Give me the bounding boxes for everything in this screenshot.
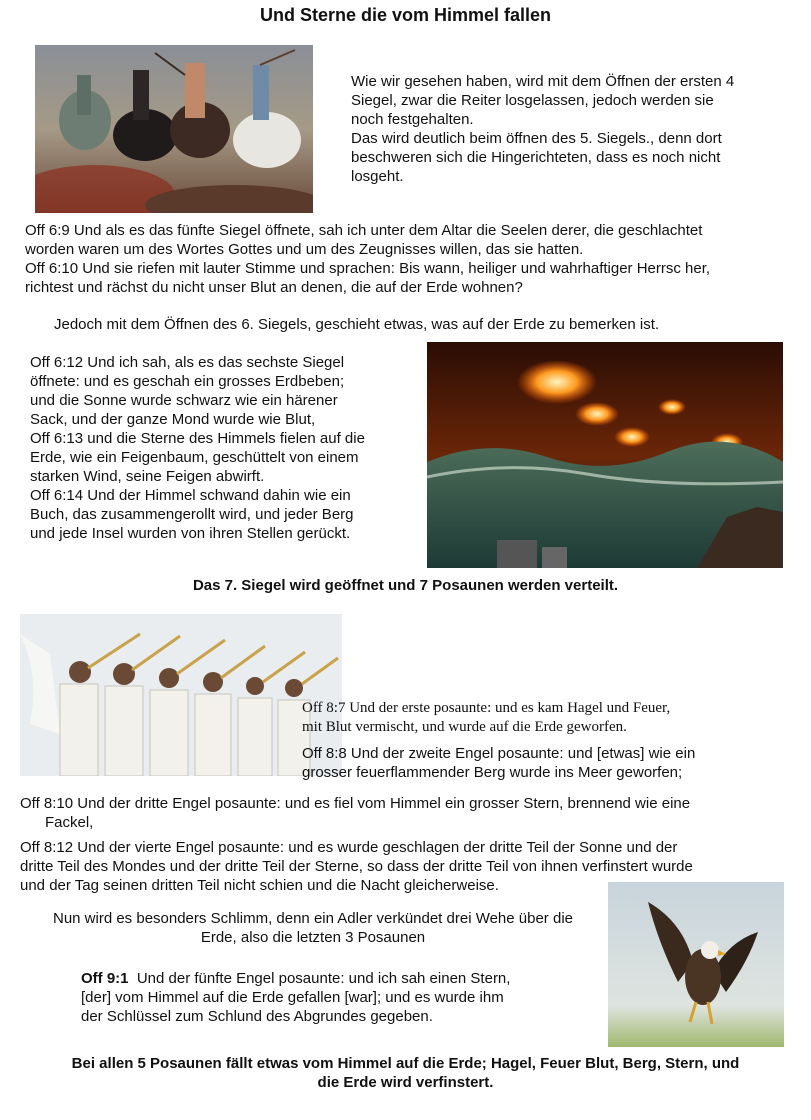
text-line: Erde, wie ein Feigenbaum, geschüttelt von einem — [30, 449, 359, 466]
text-line: Fackel, — [45, 814, 94, 831]
verse-block-off-8-8 — [302, 744, 695, 782]
intro-paragraph — [351, 72, 734, 186]
text-line: beschweren sich die Hingerichteten, dass es noch nicht — [351, 149, 721, 166]
falling-stars-sea-image — [427, 342, 783, 568]
text-line: losgeht. — [351, 168, 404, 185]
text-line: Off 8:12 Und der vierte Engel posaunte: und es wurde geschlagen der dritte Teil der Sonne und der — [20, 839, 678, 856]
text-line: und der Tag seinen dritten Teil nicht schien und die Nacht gleicherweise. — [20, 877, 499, 894]
eagle-image — [608, 882, 784, 1047]
text-line: Off 6:13 und die Sterne des Himmels fielen auf die — [30, 430, 365, 447]
text-line: Off 8:8 Und der zweite Engel posaunte: und [etwas] wie ein — [302, 745, 696, 762]
text-line: grosser feuerflammender Berg wurde ins Meer geworfen; — [302, 764, 683, 781]
text-line: Buch, das zusammengerollt wird, und jeder Berg — [30, 506, 354, 523]
text-line: Bei allen 5 Posaunen fällt etwas vom Himmel auf die Erde; Hagel, Feuer Blut, Berg, Stern, und — [71, 1055, 740, 1072]
text-line: und die Sonne wurde schwarz wie ein härener — [30, 392, 338, 409]
verse-block-off-6-9 — [25, 221, 710, 297]
page-title: Und Sterne die vom Himmel fallen — [259, 5, 552, 25]
text-line: worden waren um des Wortes Gottes und um des Zeugnisses willen, das sie hatten. — [25, 241, 584, 258]
text-line: Wie wir gesehen haben, wird mit dem Öffnen der ersten 4 — [351, 73, 735, 90]
verse-block-off-8-12 — [20, 838, 693, 895]
text-line: Nun wird es besonders Schlimm, denn ein Adler verkündet drei Wehe über die — [52, 910, 573, 927]
verse-block-off-8-10 — [20, 794, 690, 832]
seventh-seal-heading: Das 7. Siegel wird geöffnet und 7 Posaunen werden verteilt. — [192, 577, 619, 594]
text-line: Siegel, zwar die Reiter losgelassen, jedoch werden sie — [351, 92, 714, 109]
text-line: Off 6:12 Und ich sah, als es das sechste Siegel — [30, 354, 345, 371]
eagle-paragraph — [20, 909, 606, 947]
text-line: richtest und rächst du nicht unser Blut an denen, die auf der Erde wohnen? — [25, 279, 523, 296]
text-line: Off 6:9 Und als es das fünfte Siegel öffnete, sah ich unter dem Altar die Seelen derer, die geschlachtet — [25, 222, 703, 239]
text-line: Das wird deutlich beim öffnen des 5. Siegels., denn dort — [351, 130, 722, 147]
verse-block-off-6-12 — [30, 353, 365, 543]
text-line: Off 8:10 Und der dritte Engel posaunte: und es fiel vom Himmel ein grosser Stern, brennend wie eine — [20, 795, 691, 812]
four-horsemen-painting — [35, 45, 313, 213]
text-line: der Schlüssel zum Schlund des Abgrundes gegeben. — [81, 1008, 433, 1025]
text-line: Erde, also die letzten 3 Posaunen — [200, 929, 426, 946]
text-line: Und der fünfte Engel posaunte: und ich sah einen Stern, — [128, 970, 511, 987]
trumpet-angels-image — [20, 614, 342, 776]
text-line: öffnete: und es geschah ein grosses Erdbeben; — [30, 373, 345, 390]
verse-block-off-8-7 — [302, 699, 670, 737]
text-line: dritte Teil des Mondes und der dritte Teil der Sterne, so dass der dritte Teil von ihnen verfinstert wurde — [20, 858, 693, 875]
text-line: Off 6:10 Und sie riefen mit lauter Stimme und sprachen: Bis wann, heiliger und wahrhaftiger Herrsc her, — [25, 260, 711, 277]
text-line: und jede Insel wurden von ihren Stellen gerückt. — [30, 525, 351, 542]
conclusion-paragraph — [0, 1054, 811, 1092]
text-line: Off 6:14 Und der Himmel schwand dahin wie ein — [30, 487, 351, 504]
text-line: Sack, und der ganze Mond wurde wie Blut, — [30, 411, 316, 428]
sixth-seal-intro: Jedoch mit dem Öffnen des 6. Siegels, geschieht etwas, was auf der Erde zu bemerken ist. — [54, 316, 660, 333]
text-line: die Erde wird verfinstert. — [317, 1074, 494, 1091]
verse-block-off-9-1 — [81, 969, 510, 1026]
verse-reference: Off 9:1 — [81, 970, 129, 987]
text-line: [der] vom Himmel auf die Erde gefallen [war]; und es wurde ihm — [81, 989, 504, 1006]
text-line: noch festgehalten. — [351, 111, 474, 128]
text-line: mit Blut vermischt, und wurde auf die Erde geworfen. — [302, 719, 627, 735]
text-line: Off 8:7 Und der erste posaunte: und es kam Hagel und Feuer, — [302, 700, 671, 716]
text-line: starken Wind, seine Feigen abwirft. — [30, 468, 265, 485]
